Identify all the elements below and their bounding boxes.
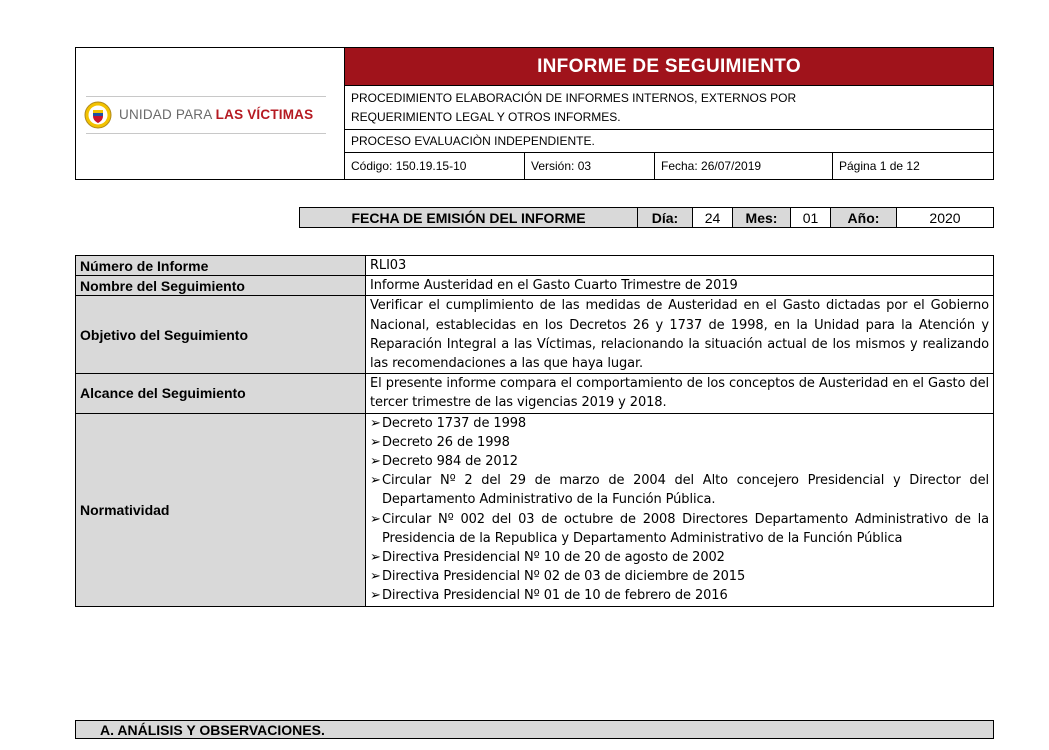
version: Versión: 03: [525, 153, 655, 179]
fecha: Fecha: 26/07/2019: [655, 153, 833, 179]
logo-cell: [76, 48, 345, 179]
normatividad-item: ➢ Decreto 984 de 2012: [370, 452, 989, 471]
procedure-text: PROCEDIMIENTO ELABORACIÓN DE INFORMES INTERNOS, EXTERNOS POR REQUERIMIENTO LEGAL Y OTROS INFORMES.: [345, 86, 993, 130]
normatividad-item: ➢ Decreto 26 de 1998: [370, 433, 989, 452]
logo-wordmark: UNIDAD PARA LAS VÍCTIMAS: [119, 107, 314, 122]
report-info-table: [75, 255, 994, 607]
arrow-bullet-icon: ➢: [370, 550, 381, 566]
codigo: Código: 150.19.15-10: [345, 153, 525, 179]
arrow-bullet-icon: ➢: [370, 569, 381, 585]
nombre-value: Informe Austeridad en el Gasto Cuarto Trimestre de 2019: [366, 276, 994, 296]
normatividad-item: ➢ Circular Nº 2 del 29 de marzo de 2004 del Alto concejero Presidencial y Director del Departamento Administrativo de la Función Pública.: [370, 473, 989, 508]
arrow-bullet-icon: ➢: [370, 511, 381, 527]
numero-label: Número de Informe: [76, 256, 366, 276]
table-row: [76, 256, 994, 276]
alcance-value: El presente informe compara el comportamiento de los conceptos de Austeridad en el Gasto del tercer trimestre de las vigencias 2019 y 2018.: [366, 374, 994, 413]
arrow-bullet-icon: ➢: [370, 454, 381, 470]
nombre-label: Nombre del Seguimiento: [76, 276, 366, 296]
normatividad-item: ➢ Directiva Presidencial Nº 02 de 03 de diciembre de 2015: [370, 567, 989, 586]
section-a-heading: A. ANÁLISIS Y OBSERVACIONES.: [75, 720, 994, 739]
table-row: [76, 276, 994, 296]
table-row: [76, 296, 994, 374]
pagina: Página 1 de 12: [839, 159, 920, 173]
document-header: [75, 47, 994, 180]
process-text: PROCESO EVALUACIÒN INDEPENDIENTE.: [345, 130, 993, 153]
normatividad-item: ➢ Circular Nº 002 del 03 de octubre de 2008 Directores Departamento Administrativo de la Presidencia de la Republica y Departamento Administrativo de la Función Pública: [370, 511, 989, 546]
emission-date-bar: [299, 207, 994, 228]
dia-label: Día:: [638, 208, 693, 227]
arrow-bullet-icon: ➢: [370, 415, 381, 431]
anio-value: 2020: [929, 209, 961, 226]
arrow-bullet-icon: ➢: [370, 588, 381, 604]
report-title: INFORME DE SEGUIMIENTO: [345, 48, 993, 86]
alcance-label: Alcance del Seguimiento: [76, 374, 366, 413]
arrow-bullet-icon: ➢: [370, 473, 381, 489]
coat-of-arms-icon: [84, 101, 112, 129]
table-row: [76, 413, 994, 606]
normatividad-list: [370, 414, 989, 606]
arrow-bullet-icon: ➢: [370, 434, 381, 450]
anio-label: Año:: [831, 208, 897, 227]
normatividad-item: ➢ Decreto 1737 de 1998: [370, 414, 989, 433]
table-row: [76, 374, 994, 413]
normatividad-label: Normatividad: [76, 413, 366, 606]
objetivo-value: Verificar el cumplimiento de las medidas de Austeridad en el Gasto dictadas por el Gobierno Nacional, establecidas en los Decretos 26 y 1737 de 1998, en la Unidad para la Atención y Reparación Integral a las Víctimas, relacionando la situación actual de los mismos y realizando las recomendaciones a las que haya lugar.: [366, 296, 994, 374]
normatividad-item: ➢ Directiva Presidencial Nº 01 de 10 de febrero de 2016: [370, 586, 989, 605]
mes-value: 01: [791, 208, 831, 227]
normatividad-item: ➢ Directiva Presidencial Nº 10 de 20 de agosto de 2002: [370, 548, 989, 567]
dia-value: 24: [693, 208, 733, 227]
emission-label: FECHA DE EMISIÓN DEL INFORME: [300, 208, 638, 227]
logo-divider: [86, 133, 326, 134]
objetivo-label: Objetivo del Seguimiento: [76, 296, 366, 374]
mes-label: Mes:: [733, 208, 791, 227]
document-meta: [345, 153, 993, 179]
logo-divider: [86, 96, 326, 97]
normatividad-value: [366, 413, 994, 606]
numero-value: RLI03: [366, 256, 994, 276]
